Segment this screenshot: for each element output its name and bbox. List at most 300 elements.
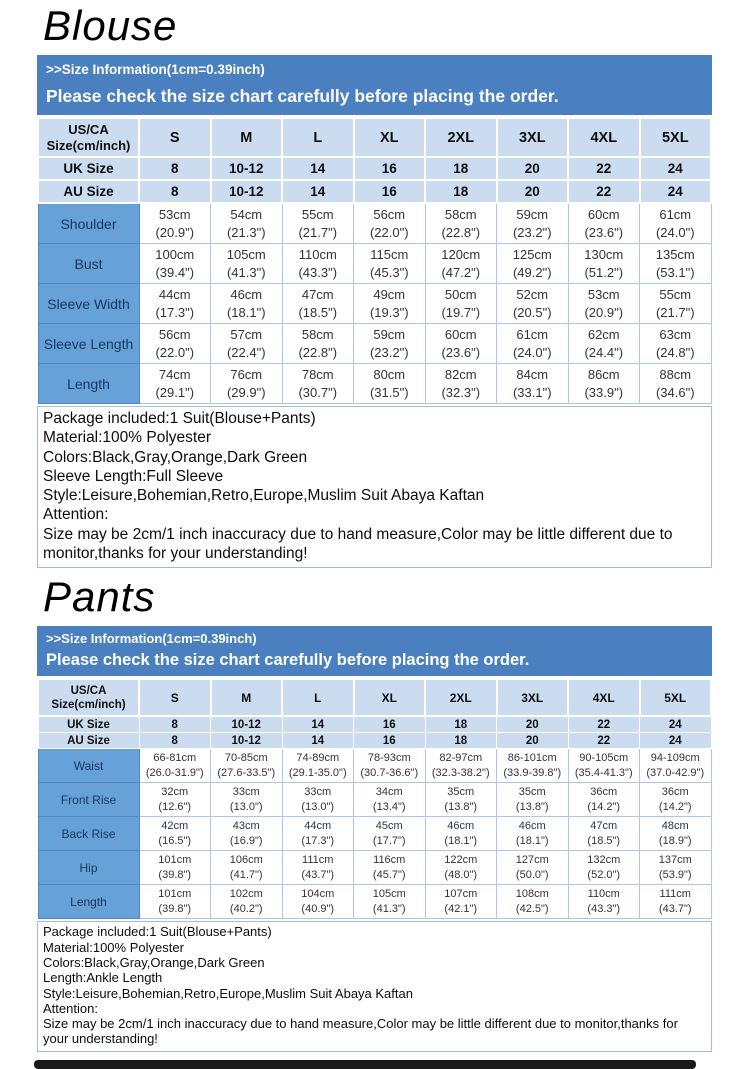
pants-size-table xyxy=(37,678,712,919)
value-cm: 105cm xyxy=(226,247,266,262)
value-inch: (18.1") xyxy=(444,834,478,847)
measurement-row xyxy=(38,817,711,851)
size-value-cell: 18 xyxy=(425,157,497,180)
measurement-value-cell xyxy=(354,364,426,404)
measurement-value-cell xyxy=(568,783,640,817)
value-inch: (43.7") xyxy=(658,902,692,915)
value-cm: 111cm xyxy=(302,854,334,867)
value-inch: (39.8") xyxy=(158,902,192,915)
banner-line2: Please check the size chart carefully before placing the order. xyxy=(46,86,559,106)
bottom-scrollbar[interactable] xyxy=(34,1060,696,1069)
measurement-row xyxy=(38,364,711,404)
value-inch: (14.2") xyxy=(658,800,692,813)
note-line: Size may be 2cm/1 inch inaccuracy due to hand measure,Color may be little different due to monitor,thanks for your understanding! xyxy=(43,1016,678,1047)
measurement-value-cell xyxy=(497,324,569,364)
size-value-cell: 10-12 xyxy=(211,180,283,203)
size-column-header: L xyxy=(282,118,354,157)
value-cm: 84cm xyxy=(516,367,549,382)
value-inch: (18.5") xyxy=(298,304,338,320)
value-inch: (43.3") xyxy=(298,264,338,280)
value-cm: 57cm xyxy=(230,327,263,342)
measurement-value-cell xyxy=(497,364,569,404)
value-cm: 46cm xyxy=(447,820,475,833)
value-cm: 49cm xyxy=(373,287,406,302)
value-inch: (16.5") xyxy=(158,834,192,847)
value-cm: 74-89cm xyxy=(296,752,340,765)
size-value-cell: 24 xyxy=(640,157,712,180)
measurement-value-cell xyxy=(354,783,426,817)
value-inch: (39.4") xyxy=(155,264,195,280)
size-value-cell: 22 xyxy=(568,716,640,733)
value-cm: 116cm xyxy=(373,854,406,867)
value-inch: (30.7-36.6") xyxy=(360,766,419,779)
note-line: Package included:1 Suit(Blouse+Pants) xyxy=(43,410,316,427)
note-line: Package included:1 Suit(Blouse+Pants) xyxy=(43,924,272,940)
value-inch: (17.7") xyxy=(372,834,406,847)
value-inch: (42.1") xyxy=(444,902,478,915)
size-column-header: 5XL xyxy=(640,118,712,157)
size-column-header: 4XL xyxy=(568,118,640,157)
value-inch: (40.9") xyxy=(301,902,335,915)
measurement-value-cell xyxy=(497,203,569,244)
note-line: Length:Ankle Length xyxy=(43,970,163,986)
value-cm: 86-101cm xyxy=(507,752,557,765)
value-inch: (29.1") xyxy=(155,384,195,400)
value-inch: (35.4-41.3") xyxy=(574,766,633,779)
value-cm: 33cm xyxy=(232,786,260,799)
measurement-value-cell xyxy=(497,284,569,324)
note-line: Style:Leisure,Bohemian,Retro,Europe,Muslim Suit Abaya Kaftan xyxy=(43,487,485,505)
value-cm: 76cm xyxy=(230,367,263,382)
measurement-value-cell xyxy=(640,244,712,284)
row-label-cell: AU Size xyxy=(38,180,139,203)
pants-size-info-banner xyxy=(37,626,712,676)
size-column-header: M xyxy=(211,679,283,716)
value-inch: (33.9") xyxy=(584,384,624,400)
value-cm: 94-109cm xyxy=(650,752,700,765)
uk-size-row xyxy=(38,157,711,180)
measurement-value-cell xyxy=(425,885,497,919)
size-value-cell: 8 xyxy=(139,716,211,733)
value-inch: (33.9-39.8") xyxy=(503,766,562,779)
value-cm: 53cm xyxy=(587,287,620,302)
value-cm: 56cm xyxy=(373,207,406,222)
value-inch: (19.7") xyxy=(441,304,481,320)
measurement-value-cell xyxy=(497,817,569,851)
measurement-value-cell xyxy=(282,244,354,284)
value-inch: (41.7") xyxy=(229,868,263,881)
value-cm: 60cm xyxy=(444,327,477,342)
value-cm: 59cm xyxy=(373,327,406,342)
value-cm: 63cm xyxy=(659,327,692,342)
value-cm: 110cm xyxy=(298,247,337,262)
measurement-value-cell xyxy=(211,244,283,284)
value-inch: (48.0") xyxy=(444,868,478,881)
size-column-header: M xyxy=(211,118,283,157)
measurement-value-cell xyxy=(640,885,712,919)
value-inch: (53.9") xyxy=(658,868,692,881)
value-inch: (20.9") xyxy=(155,224,195,240)
measurement-value-cell xyxy=(425,284,497,324)
value-cm: 104cm xyxy=(301,888,335,901)
measurement-value-cell xyxy=(640,851,712,885)
value-inch: (43.7") xyxy=(301,868,335,881)
measurement-value-cell xyxy=(568,364,640,404)
size-value-cell: 16 xyxy=(354,733,426,749)
value-cm: 70-85cm xyxy=(224,752,268,765)
value-cm: 55cm xyxy=(301,207,334,222)
measurement-value-cell xyxy=(139,244,211,284)
size-column-header: L xyxy=(282,679,354,716)
row-label-cell: Sleeve Width xyxy=(38,284,139,324)
measurement-value-cell xyxy=(139,203,211,244)
measurement-value-cell xyxy=(139,783,211,817)
measurement-value-cell xyxy=(425,324,497,364)
value-inch: (43.3") xyxy=(587,902,621,915)
measurement-value-cell xyxy=(211,203,283,244)
measurement-value-cell xyxy=(568,324,640,364)
value-cm: 132cm xyxy=(587,854,621,867)
value-inch: (29.1-35.0") xyxy=(288,766,347,779)
measurement-value-cell xyxy=(425,783,497,817)
value-inch: (51.2") xyxy=(584,264,624,280)
value-inch: (30.7") xyxy=(298,384,338,400)
measurement-value-cell xyxy=(640,324,712,364)
note-line: Style:Leisure,Bohemian,Retro,Europe,Muslim Suit Abaya Kaftan xyxy=(43,985,413,1001)
measurement-value-cell xyxy=(211,851,283,885)
size-value-cell: 8 xyxy=(139,733,211,749)
value-cm: 35cm xyxy=(518,786,546,799)
measurement-value-cell xyxy=(497,244,569,284)
value-inch: (49.2") xyxy=(512,264,552,280)
value-cm: 48cm xyxy=(661,820,689,833)
banner-line1: >>Size Information(1cm=0.39inch) xyxy=(46,631,257,647)
size-column-header: 3XL xyxy=(497,679,569,716)
size-value-cell: 14 xyxy=(282,733,354,749)
value-cm: 34cm xyxy=(375,786,403,799)
size-value-cell: 24 xyxy=(640,716,712,733)
measurement-row xyxy=(38,783,711,817)
value-inch: (22.4") xyxy=(226,344,266,360)
row-label-cell: Waist xyxy=(38,749,139,783)
value-inch: (22.0") xyxy=(369,224,409,240)
value-cm: 105cm xyxy=(372,888,406,901)
size-value-cell: 20 xyxy=(497,180,569,203)
measurement-value-cell xyxy=(354,284,426,324)
value-inch: (22.8") xyxy=(441,224,481,240)
size-value-cell: 16 xyxy=(354,716,426,733)
value-inch: (41.3") xyxy=(226,264,266,280)
measurement-value-cell xyxy=(425,817,497,851)
measurement-value-cell xyxy=(282,284,354,324)
measurement-value-cell xyxy=(568,244,640,284)
table-header-row xyxy=(38,679,711,716)
value-cm: 46cm xyxy=(518,820,546,833)
row-label-cell: Hip xyxy=(38,851,139,885)
value-cm: 45cm xyxy=(375,820,403,833)
value-inch: (12.6") xyxy=(158,800,192,813)
measurement-value-cell xyxy=(640,817,712,851)
value-inch: (41.3") xyxy=(372,902,406,915)
row-label-cell: Length xyxy=(38,885,139,919)
value-inch: (31.5") xyxy=(369,384,409,400)
note-line: Size may be 2cm/1 inch inaccuracy due to hand measure,Color may be little different due to monitor,thanks for your understanding! xyxy=(43,525,673,563)
value-cm: 56cm xyxy=(158,327,191,342)
value-cm: 127cm xyxy=(515,854,549,867)
size-value-cell: 18 xyxy=(425,180,497,203)
value-cm: 54cm xyxy=(230,207,263,222)
value-cm: 106cm xyxy=(229,854,263,867)
row-label-cell: Bust xyxy=(38,244,139,284)
value-inch: (16.9") xyxy=(229,834,263,847)
value-inch: (13.8") xyxy=(515,800,549,813)
value-inch: (26.0-31.9") xyxy=(145,766,204,779)
measurement-value-cell xyxy=(139,364,211,404)
size-value-cell: 10-12 xyxy=(211,716,283,733)
measurement-row xyxy=(38,203,711,244)
corner-header-cell xyxy=(38,118,139,157)
measurement-value-cell xyxy=(139,284,211,324)
value-cm: 32cm xyxy=(161,786,189,799)
measurement-value-cell xyxy=(568,284,640,324)
measurement-value-cell xyxy=(354,244,426,284)
measurement-value-cell xyxy=(497,885,569,919)
size-value-cell: 14 xyxy=(282,180,354,203)
measurement-row xyxy=(38,885,711,919)
corner-header-line: Size(cm/inch) xyxy=(51,698,126,711)
value-cm: 52cm xyxy=(516,287,549,302)
measurement-value-cell xyxy=(640,783,712,817)
size-value-cell: 8 xyxy=(139,157,211,180)
size-value-cell: 10-12 xyxy=(211,157,283,180)
value-cm: 33cm xyxy=(304,786,332,799)
row-label-cell: Shoulder xyxy=(38,203,139,244)
measurement-value-cell xyxy=(354,749,426,783)
value-inch: (13.4") xyxy=(372,800,406,813)
value-inch: (23.6") xyxy=(584,224,624,240)
size-column-header: 2XL xyxy=(425,118,497,157)
measurement-value-cell xyxy=(211,783,283,817)
value-inch: (18.1") xyxy=(515,834,549,847)
banner-line2: Please check the size chart carefully before placing the order. xyxy=(46,651,530,670)
row-label-cell: UK Size xyxy=(38,716,139,733)
value-cm: 120cm xyxy=(441,247,481,262)
row-label-cell: Back Rise xyxy=(38,817,139,851)
measurement-value-cell xyxy=(282,851,354,885)
size-value-cell: 24 xyxy=(640,733,712,749)
value-cm: 82cm xyxy=(444,367,477,382)
value-cm: 108cm xyxy=(515,888,549,901)
value-cm: 53cm xyxy=(158,207,191,222)
pants-title: Pants xyxy=(43,573,156,621)
value-inch: (17.3") xyxy=(155,304,195,320)
size-value-cell: 22 xyxy=(568,180,640,203)
size-column-header: 5XL xyxy=(640,679,712,716)
value-inch: (18.9") xyxy=(658,834,692,847)
measurement-value-cell xyxy=(211,749,283,783)
value-cm: 101cm xyxy=(158,888,192,901)
value-inch: (29.9") xyxy=(226,384,266,400)
value-cm: 125cm xyxy=(512,247,552,262)
measurement-value-cell xyxy=(282,749,354,783)
value-cm: 55cm xyxy=(659,287,692,302)
blouse-title: Blouse xyxy=(43,2,178,49)
banner-line1: >>Size Information(1cm=0.39inch) xyxy=(46,62,265,77)
value-cm: 46cm xyxy=(230,287,263,302)
measurement-value-cell xyxy=(425,851,497,885)
value-cm: 122cm xyxy=(444,854,478,867)
value-inch: (20.5") xyxy=(512,304,552,320)
size-value-cell: 14 xyxy=(282,716,354,733)
measurement-value-cell xyxy=(211,364,283,404)
value-cm: 107cm xyxy=(444,888,478,901)
pants-notes xyxy=(37,921,712,1051)
value-inch: (42.5") xyxy=(515,902,549,915)
note-line: Material:100% Polyester xyxy=(43,429,211,447)
measurement-value-cell xyxy=(640,364,712,404)
value-cm: 59cm xyxy=(516,207,549,222)
value-inch: (18.5") xyxy=(587,834,621,847)
blouse-size-info-banner xyxy=(37,55,712,115)
note-line: Material:100% Polyester xyxy=(43,939,184,955)
corner-header-cell xyxy=(38,679,139,716)
value-cm: 101cm xyxy=(158,854,192,867)
value-inch: (24.4") xyxy=(584,344,624,360)
measurement-value-cell xyxy=(497,783,569,817)
value-cm: 47cm xyxy=(590,820,618,833)
value-cm: 36cm xyxy=(661,786,689,799)
au-size-row xyxy=(38,733,711,749)
value-cm: 82-97cm xyxy=(439,752,483,765)
value-inch: (21.3") xyxy=(226,224,266,240)
measurement-value-cell xyxy=(354,203,426,244)
value-inch: (40.2") xyxy=(229,902,263,915)
value-inch: (14.2") xyxy=(587,800,621,813)
value-cm: 35cm xyxy=(447,786,475,799)
value-cm: 100cm xyxy=(155,247,195,262)
size-column-header: XL xyxy=(354,679,426,716)
value-cm: 88cm xyxy=(659,367,692,382)
corner-header-line: Size(cm/inch) xyxy=(46,137,131,153)
value-inch: (45.3") xyxy=(369,264,409,280)
value-inch: (23.6") xyxy=(441,344,481,360)
row-label-cell: AU Size xyxy=(38,733,139,749)
measurement-value-cell xyxy=(640,284,712,324)
measurement-value-cell xyxy=(497,749,569,783)
value-cm: 44cm xyxy=(304,820,332,833)
value-inch: (53.1") xyxy=(655,264,695,280)
value-inch: (17.3") xyxy=(301,834,335,847)
measurement-value-cell xyxy=(282,364,354,404)
value-inch: (45.7") xyxy=(372,868,406,881)
size-value-cell: 20 xyxy=(497,733,569,749)
note-line: Colors:Black,Gray,Orange,Dark Green xyxy=(43,954,265,970)
value-cm: 60cm xyxy=(587,207,620,222)
measurement-value-cell xyxy=(354,817,426,851)
measurement-value-cell xyxy=(282,324,354,364)
value-cm: 44cm xyxy=(158,287,191,302)
size-column-header: S xyxy=(139,679,211,716)
value-inch: (22.0") xyxy=(155,344,195,360)
blouse-section xyxy=(37,3,712,568)
size-value-cell: 10-12 xyxy=(211,733,283,749)
size-value-cell: 20 xyxy=(497,157,569,180)
size-column-header: S xyxy=(139,118,211,157)
pants-section xyxy=(37,574,712,1051)
blouse-notes xyxy=(37,406,712,568)
measurement-value-cell xyxy=(425,749,497,783)
measurement-value-cell xyxy=(211,284,283,324)
size-value-cell: 16 xyxy=(354,180,426,203)
value-inch: (24.0") xyxy=(655,224,695,240)
value-inch: (47.2") xyxy=(441,264,481,280)
value-cm: 110cm xyxy=(587,888,620,901)
value-cm: 102cm xyxy=(229,888,263,901)
measurement-value-cell xyxy=(568,203,640,244)
measurement-value-cell xyxy=(568,749,640,783)
row-label-cell: Length xyxy=(38,364,139,404)
size-value-cell: 20 xyxy=(497,716,569,733)
corner-header-line: US/CA xyxy=(70,684,107,697)
size-column-header: 4XL xyxy=(568,679,640,716)
value-inch: (23.2") xyxy=(369,344,409,360)
measurement-value-cell xyxy=(211,817,283,851)
measurement-value-cell xyxy=(211,885,283,919)
table-header-row xyxy=(38,118,711,157)
measurement-value-cell xyxy=(139,851,211,885)
value-cm: 137cm xyxy=(658,854,692,867)
measurement-value-cell xyxy=(282,885,354,919)
value-inch: (52.0") xyxy=(587,868,621,881)
value-inch: (27.6-33.5") xyxy=(217,766,276,779)
measurement-value-cell xyxy=(425,364,497,404)
value-inch: (24.8") xyxy=(655,344,695,360)
value-inch: (33.1") xyxy=(512,384,552,400)
value-inch: (39.8") xyxy=(158,868,192,881)
note-line: Sleeve Length:Full Sleeve xyxy=(43,467,224,485)
size-value-cell: 14 xyxy=(282,157,354,180)
measurement-value-cell xyxy=(425,203,497,244)
value-inch: (18.1") xyxy=(226,304,266,320)
value-cm: 86cm xyxy=(587,367,620,382)
size-value-cell: 8 xyxy=(139,180,211,203)
value-cm: 50cm xyxy=(444,287,477,302)
value-inch: (24.0") xyxy=(512,344,552,360)
row-label-cell: Sleeve Length xyxy=(38,324,139,364)
measurement-value-cell xyxy=(282,817,354,851)
size-value-cell: 16 xyxy=(354,157,426,180)
size-value-cell: 18 xyxy=(425,716,497,733)
value-inch: (22.8") xyxy=(298,344,338,360)
value-inch: (50.0") xyxy=(515,868,549,881)
size-column-header: 2XL xyxy=(425,679,497,716)
measurement-value-cell xyxy=(282,783,354,817)
value-cm: 58cm xyxy=(301,327,334,342)
value-cm: 80cm xyxy=(373,367,406,382)
value-cm: 111cm xyxy=(659,888,691,901)
value-inch: (21.7") xyxy=(298,224,338,240)
value-cm: 66-81cm xyxy=(153,752,197,765)
measurement-value-cell xyxy=(640,749,712,783)
au-size-row xyxy=(38,180,711,203)
value-cm: 42cm xyxy=(161,820,189,833)
value-cm: 135cm xyxy=(655,247,695,262)
measurement-row xyxy=(38,284,711,324)
value-cm: 36cm xyxy=(590,786,618,799)
value-cm: 115cm xyxy=(370,247,409,262)
measurement-value-cell xyxy=(282,203,354,244)
measurement-row xyxy=(38,749,711,783)
